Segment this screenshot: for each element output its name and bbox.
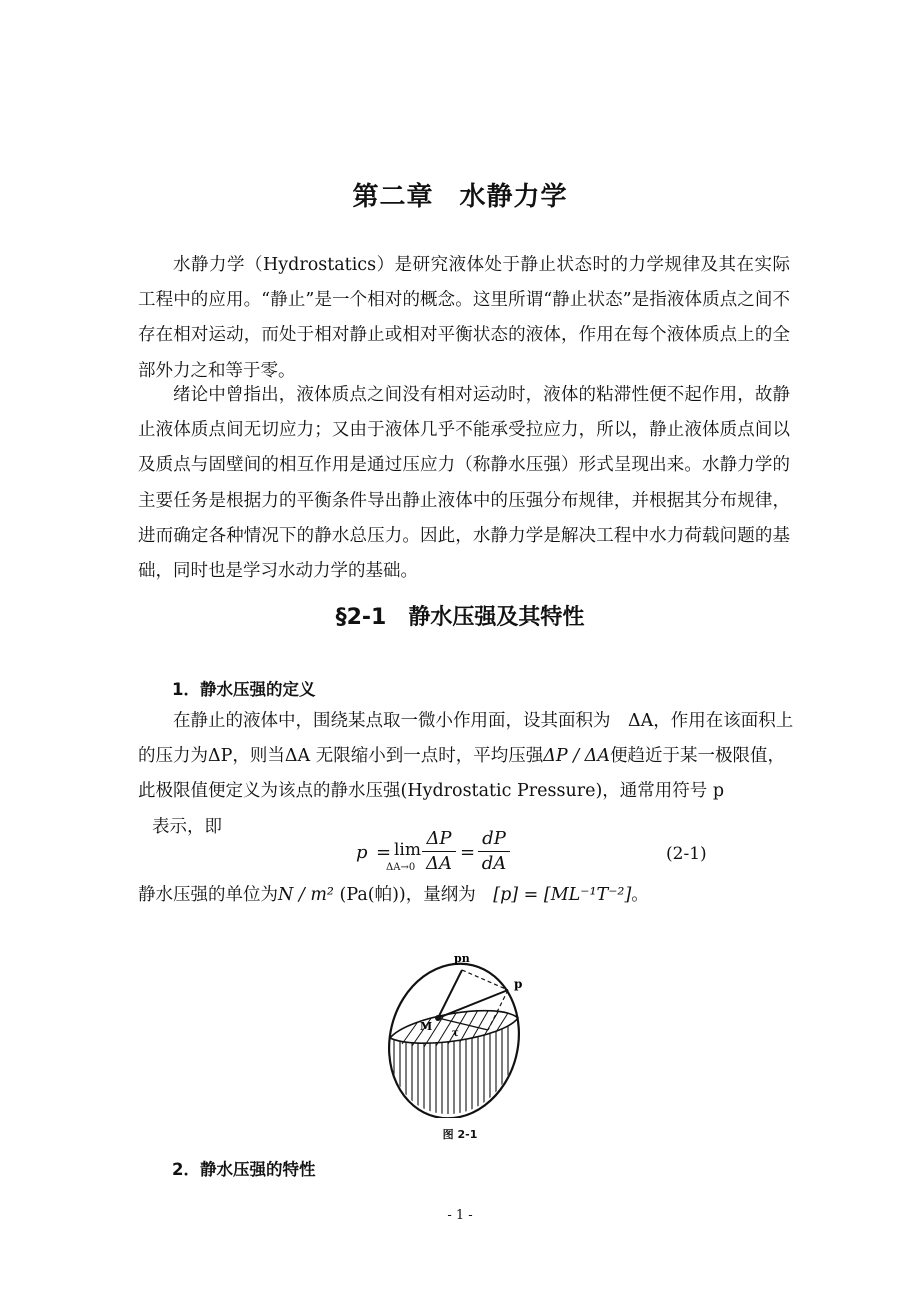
- section-number: §2-1: [335, 605, 387, 630]
- chapter-title: [0, 176, 920, 213]
- fraction-2-denominator: dA: [481, 853, 507, 874]
- fraction-1-denominator: ΔA: [426, 853, 452, 874]
- section-name: 静水压强及其特性: [408, 605, 585, 630]
- chapter-name: 水静力学: [459, 182, 568, 212]
- subsection-heading-2: 2．静水压强的特性: [172, 1160, 316, 1179]
- formula-equals-1: =: [376, 842, 392, 863]
- formula-lhs: p: [356, 842, 368, 863]
- formula-lim: lim: [394, 840, 421, 860]
- intro-paragraph-2: 绪论中曾指出，液体质点之间没有相对运动时，液体的粘滞性便不起作用，故静止液体质点间无切应力；又由于液体几乎不能承受拉应力，所以，静止液体质点间以及质点与固壁间的相互作用是通过压应力（称静水压强）形式呈现出来。水静力学的主要任务是根据力的平衡条件导出静止液体中的压强分布规律，并根据其分布规律，进而确定各种情况下的静水总压力。因此，水静力学是解决工程中水力荷载问题的基础，同时也是学习水动力学的基础。: [138, 385, 790, 582]
- subsection-heading-1: 1．静水压强的定义: [172, 680, 316, 699]
- units-dimension: [p] = [ML⁻¹T⁻²]: [493, 885, 632, 905]
- definition-text-a: 在静止的液体中，围绕某点取一微小作用面，设其面积为 ΔA，作用在该面积上的压力为ΔP，则当ΔA 无限缩小到一点时，平均压强: [138, 711, 794, 767]
- units-unit: N / m²: [278, 885, 334, 905]
- figure-2-1: [378, 946, 528, 1118]
- chapter-label: 第二章: [352, 182, 434, 212]
- units-line: [138, 880, 649, 910]
- definition-text-c: 表示，即: [152, 816, 222, 837]
- formula-fraction-1: [422, 828, 456, 875]
- intro-paragraph-1: 水静力学（Hydrostatics）是研究液体处于静止状态时的力学规律及其在实际工程中的应用。“静止”是一个相对的概念。这里所谓“静止状态”是指液体质点之间不存在相对运动，而处于相对静止或相对平衡状态的液体，作用在每个液体质点上的全部外力之和等于零。: [138, 255, 790, 381]
- label-pn: pn: [454, 952, 470, 965]
- pressure-ratio: ΔP / ΔA: [543, 746, 610, 767]
- section-title: [0, 600, 920, 631]
- formula-lim-subscript: ΔA→0: [386, 862, 416, 873]
- label-tau: τ: [452, 1028, 459, 1039]
- definition-paragraph: [138, 704, 798, 845]
- formula-fraction-2: [478, 828, 510, 875]
- formula-equals-2: =: [460, 842, 476, 863]
- fraction-2-numerator: dP: [482, 828, 506, 849]
- definition-text-b: 便趋近于某一极限值，此极限值便定义为该点的静水压强(Hydrostatic Pressure)，通常用符号 p: [138, 746, 785, 802]
- page-number: - 1 -: [447, 1208, 473, 1223]
- label-m: M: [420, 1020, 433, 1033]
- label-p: p: [514, 977, 523, 991]
- units-prefix: 静水压强的单位为: [138, 885, 278, 905]
- units-pa: (Pa(帕))，量纲为: [333, 885, 494, 905]
- equation-number: (2-1): [666, 844, 707, 864]
- figure-caption: 图 2-1: [442, 1128, 478, 1141]
- units-end: 。: [631, 885, 649, 905]
- fraction-1-numerator: ΔP: [426, 828, 452, 849]
